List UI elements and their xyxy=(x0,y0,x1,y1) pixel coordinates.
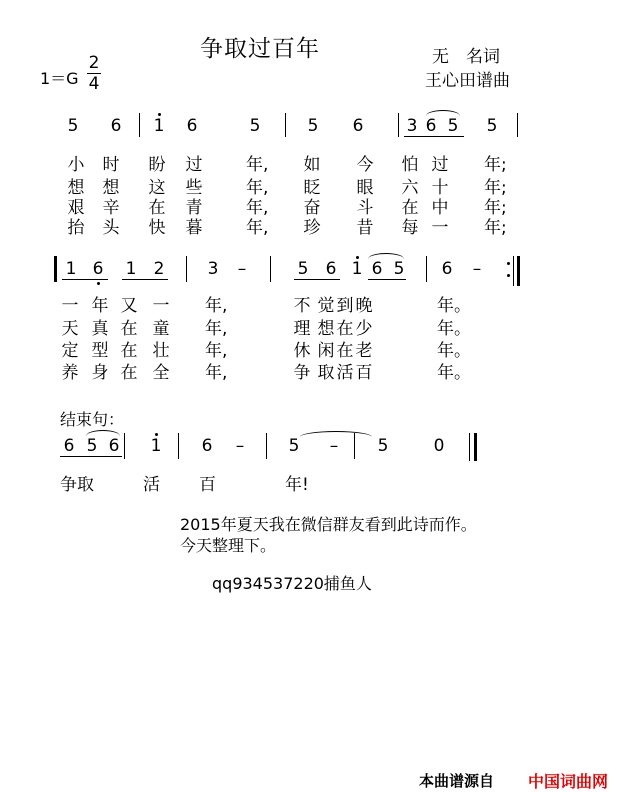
lyric-char: 青 xyxy=(185,198,203,218)
lyric-char: 眨 xyxy=(303,178,321,198)
lyric-char: 老 xyxy=(355,341,373,361)
note-line-1: 2015年夏天我在微信群友看到此诗而作。 xyxy=(180,515,477,534)
repeat-dot xyxy=(507,262,510,265)
lyric-char: 眼 xyxy=(356,178,374,198)
final-thin-bar xyxy=(469,433,470,461)
time-top: 2 xyxy=(88,53,100,73)
ending-label: 结束句： xyxy=(60,410,125,429)
barline xyxy=(426,256,427,282)
lyric-char: 想 xyxy=(102,178,120,198)
barline xyxy=(124,433,125,459)
note: 3 xyxy=(207,259,219,279)
note: 5 xyxy=(86,436,98,456)
lyric-char: 又 xyxy=(120,296,138,316)
lyric-char: 觉 xyxy=(317,296,335,316)
lyric-char: 六 xyxy=(401,178,419,198)
repeat-dot xyxy=(507,274,510,277)
lyric-char: 抬 xyxy=(67,218,85,238)
lyric-char: 在 xyxy=(148,198,166,218)
barline xyxy=(139,113,140,137)
note: 5 xyxy=(67,116,79,136)
lyric-char: 在 xyxy=(120,319,138,339)
barline xyxy=(398,113,399,137)
lyric-char: 壮 xyxy=(152,341,170,361)
lyric-char: 今 xyxy=(356,155,374,175)
lyric-char: 时 xyxy=(102,155,120,175)
note: 6 xyxy=(352,116,364,136)
lyric-word: 活 xyxy=(143,475,160,495)
lyric-char: 到 xyxy=(336,296,354,316)
dash: – xyxy=(235,436,245,456)
dash: – xyxy=(237,259,247,279)
note: 5 xyxy=(288,436,300,456)
note: 1 xyxy=(65,259,77,279)
lyric-char: 年, xyxy=(246,198,269,218)
composer-credit: 王心田谱曲 xyxy=(425,71,510,91)
lyric-char: 过 xyxy=(185,155,203,175)
note: 6 xyxy=(108,436,120,456)
note: 5 xyxy=(377,436,389,456)
lyric-char: 天 xyxy=(61,319,79,339)
lyric-char: 小 xyxy=(67,155,85,175)
lyric-char: 年, xyxy=(205,296,228,316)
lyric-char: 如 xyxy=(303,155,321,175)
barline xyxy=(178,433,179,459)
lyric-char: 取 xyxy=(317,363,335,383)
lyric-char: 晚 xyxy=(355,296,373,316)
lyric-char: 童 xyxy=(152,319,170,339)
final-thick-bar xyxy=(474,433,477,461)
note: 6 xyxy=(325,259,337,279)
lyric-word: 争取 xyxy=(60,475,94,495)
lyric-char: 全 xyxy=(152,363,170,383)
dash: – xyxy=(329,436,339,456)
barline xyxy=(266,433,267,459)
beam-line xyxy=(60,456,122,457)
lyric-char: 辛 xyxy=(102,198,120,218)
barline xyxy=(517,113,518,137)
lyric-char: 养 xyxy=(61,363,79,383)
high-octave-dot xyxy=(356,256,359,259)
lyric-char: 一 xyxy=(431,218,449,238)
note: 6 xyxy=(371,259,383,279)
source-label: 本曲谱源自 xyxy=(419,772,495,790)
lyric-char: 年。 xyxy=(437,363,471,383)
dash: – xyxy=(472,259,482,279)
author-signature: qq934537220捕鱼人 xyxy=(212,574,372,593)
time-bottom: 4 xyxy=(88,74,100,94)
lyricist-credit: 无 名词 xyxy=(432,47,500,67)
note: 6 xyxy=(92,259,104,279)
lyric-char: 斗 xyxy=(356,198,374,218)
lyric-char: 些 xyxy=(185,178,203,198)
low-octave-dot xyxy=(97,282,100,285)
lyric-char: 年; xyxy=(484,178,507,198)
note: 5 xyxy=(307,116,319,136)
lyric-char: 想 xyxy=(67,178,85,198)
lyric-char: 这 xyxy=(148,178,166,198)
lyric-char: 不 xyxy=(293,296,311,316)
note: 6 xyxy=(63,436,75,456)
note: 6 xyxy=(425,116,437,136)
lyric-word: 百 xyxy=(199,475,216,495)
lyric-char: 年, xyxy=(205,363,228,383)
lyric-char: 暮 xyxy=(185,218,203,238)
note: 3 xyxy=(406,116,418,136)
beam-line xyxy=(294,279,340,280)
high-octave-dot xyxy=(155,433,158,436)
lyric-char: 十 xyxy=(431,178,449,198)
barline xyxy=(285,113,286,137)
lyric-char: 年; xyxy=(484,218,507,238)
lyric-char: 年, xyxy=(205,319,228,339)
lyric-char: 年; xyxy=(484,198,507,218)
lyric-char: 快 xyxy=(148,218,166,238)
barline xyxy=(270,256,271,282)
lyric-char: 艰 xyxy=(67,198,85,218)
lyric-char: 中 xyxy=(431,198,449,218)
lyric-char: 争 xyxy=(293,363,311,383)
note: 5 xyxy=(297,259,309,279)
lyric-char: 想 xyxy=(317,319,335,339)
beam-line xyxy=(368,279,406,280)
beam-line xyxy=(404,136,464,137)
rest: 0 xyxy=(433,436,445,456)
lyric-char: 在 xyxy=(336,341,354,361)
end-repeat-thin-bar xyxy=(513,256,514,286)
note: 1 xyxy=(125,259,137,279)
lyric-char: 在 xyxy=(120,341,138,361)
note: 6 xyxy=(201,436,213,456)
lyric-char: 定 xyxy=(61,341,79,361)
lyric-char: 一 xyxy=(61,296,79,316)
note: 2 xyxy=(153,259,165,279)
lyric-word: 年! xyxy=(285,475,309,495)
lyric-char: 身 xyxy=(91,363,109,383)
time-signature xyxy=(87,54,101,93)
end-repeat-thick-bar xyxy=(517,256,520,286)
tie-mark xyxy=(368,253,404,259)
lyric-char: 年, xyxy=(246,155,269,175)
lyric-char: 头 xyxy=(102,218,120,238)
lyric-char: 在 xyxy=(401,198,419,218)
lyric-char: 少 xyxy=(355,319,373,339)
lyric-char: 在 xyxy=(120,363,138,383)
lyric-char: 一 xyxy=(152,296,170,316)
lyric-char: 休 xyxy=(293,341,311,361)
lyric-char: 百 xyxy=(355,363,373,383)
lyric-char: 年。 xyxy=(437,341,471,361)
lyric-char: 过 xyxy=(431,155,449,175)
lyric-char: 奋 xyxy=(303,198,321,218)
note: 1 xyxy=(351,259,363,279)
song-title: 争取过百年 xyxy=(200,36,320,62)
barline xyxy=(186,256,187,282)
tie-mark xyxy=(86,430,120,436)
lyric-char: 年。 xyxy=(437,319,471,339)
lyric-char: 年, xyxy=(246,218,269,238)
high-octave-dot xyxy=(158,113,161,116)
lyric-char: 活 xyxy=(336,363,354,383)
lyric-char: 盼 xyxy=(148,155,166,175)
lyric-char: 珍 xyxy=(303,218,321,238)
note: 1 xyxy=(153,116,165,136)
beam-line xyxy=(122,279,168,280)
key-signature: 1＝G xyxy=(40,69,79,88)
note: 5 xyxy=(249,116,261,136)
start-repeat-bar xyxy=(54,256,57,282)
tie-mark xyxy=(426,110,460,116)
lyric-char: 型 xyxy=(91,341,109,361)
note: 5 xyxy=(393,259,405,279)
lyric-char: 年。 xyxy=(437,296,471,316)
note: 1 xyxy=(150,436,162,456)
tie-mark xyxy=(300,431,372,437)
lyric-char: 闲 xyxy=(317,341,335,361)
note: 5 xyxy=(447,116,459,136)
note: 6 xyxy=(186,116,198,136)
lyric-char: 理 xyxy=(293,319,311,339)
source-site: 中国词曲网 xyxy=(528,772,609,791)
note: 6 xyxy=(110,116,122,136)
lyric-char: 在 xyxy=(336,319,354,339)
lyric-char: 真 xyxy=(91,319,109,339)
lyric-char: 年 xyxy=(91,296,109,316)
note: 5 xyxy=(486,116,498,136)
note: 6 xyxy=(441,259,453,279)
lyric-char: 昔 xyxy=(356,218,374,238)
lyric-char: 年, xyxy=(205,341,228,361)
lyric-char: 年, xyxy=(246,178,269,198)
lyric-char: 每 xyxy=(401,218,419,238)
lyric-char: 年; xyxy=(484,155,507,175)
barline xyxy=(354,433,355,459)
note-line-2: 今天整理下。 xyxy=(180,536,277,555)
beam-line xyxy=(62,279,108,280)
lyric-char: 怕 xyxy=(401,155,419,175)
